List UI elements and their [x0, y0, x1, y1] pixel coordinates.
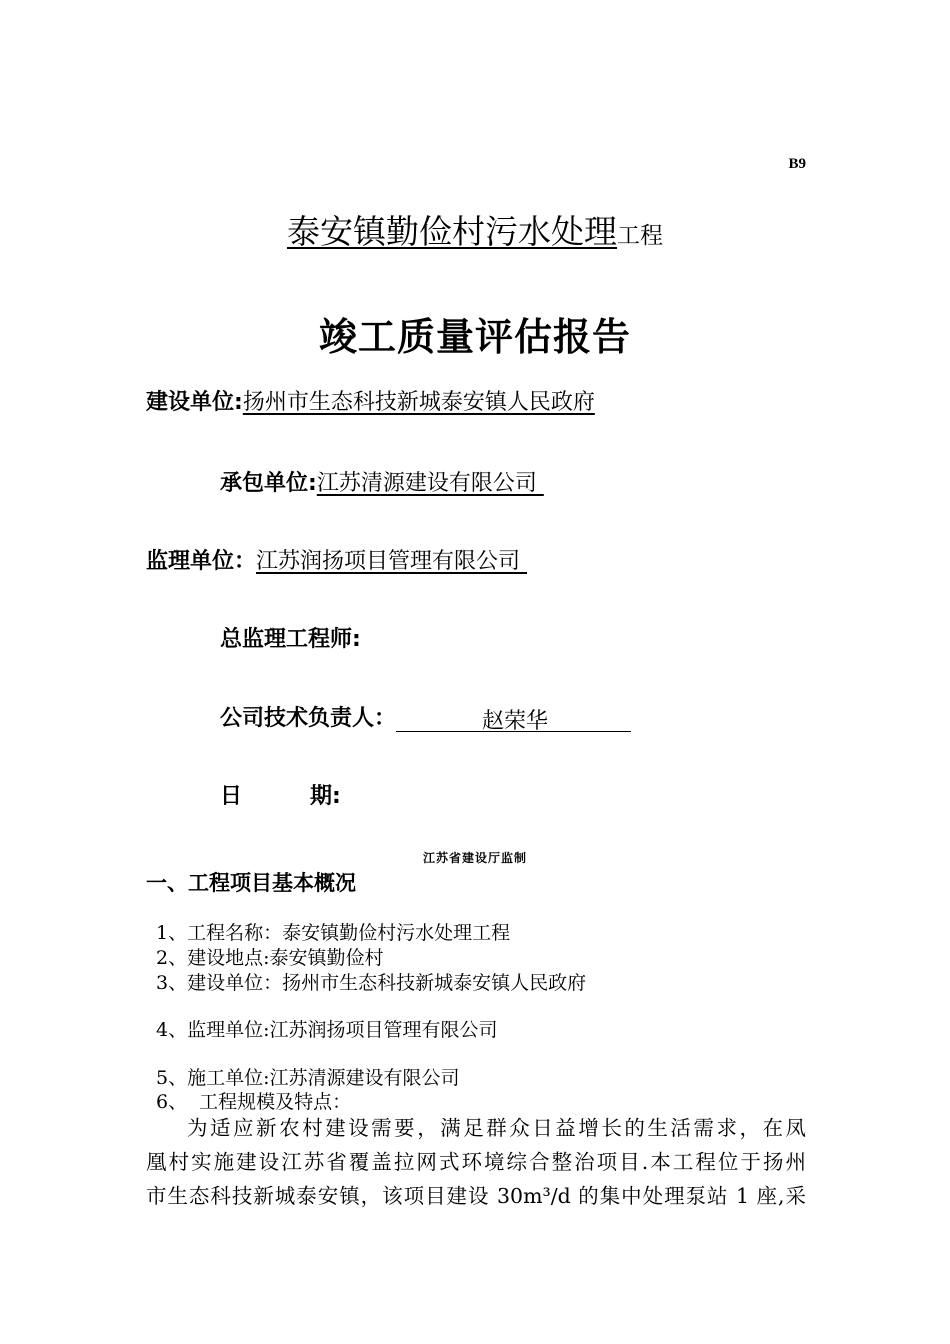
supervision-note: 江苏省建设厅监制	[422, 851, 527, 865]
document-code: B9	[788, 156, 806, 172]
date-label-second: 期:	[310, 784, 341, 809]
date-field	[220, 779, 341, 810]
tech-lead-value: 赵荣华	[482, 709, 549, 734]
list-item: 5、施工单位:江苏清源建设有限公司	[156, 1067, 460, 1089]
builder-value: 扬州市生态科技新城泰安镇人民政府	[242, 390, 595, 415]
tech-lead-label: 公司技术负责人：	[220, 706, 397, 731]
paragraph-line: 市生态科技新城泰安镇，该项目建设 30m³/d 的集中处理泵站 1 座,采	[146, 1184, 806, 1208]
section-heading: 一、工程项目基本概况	[146, 871, 356, 895]
tech-lead-field	[220, 701, 631, 732]
list-item: 2、建设地点:泰安镇勤俭村	[156, 947, 384, 969]
chief-engineer-field	[220, 622, 361, 653]
project-title-main: 泰安镇勤俭村污水处理	[287, 212, 617, 251]
builder-label: 建设单位:	[146, 390, 243, 415]
date-label-first: 日	[220, 784, 243, 809]
project-title-suffix: 工程	[617, 223, 663, 249]
paragraph-line: 为适应新农村建设需要，满足群众日益增长的生活需求，在凤	[187, 1116, 806, 1140]
contractor-field	[220, 466, 544, 497]
paragraph-line: 凰村实施建设江苏省覆盖拉网式环境综合整治项目.本工程位于扬州	[146, 1150, 806, 1174]
list-item: 3、建设单位：扬州市生态科技新城泰安镇人民政府	[156, 972, 587, 994]
supervisor-unit-value: 江苏润扬项目管理有限公司	[256, 549, 528, 574]
contractor-label: 承包单位:	[220, 471, 317, 496]
list-item: 4、监理单位:江苏润扬项目管理有限公司	[156, 1019, 498, 1041]
list-item: 1、工程名称：泰安镇勤俭村污水处理工程	[156, 922, 511, 944]
list-item: 6、 工程规模及特点：	[156, 1091, 352, 1113]
tech-lead-signature-line	[396, 707, 631, 732]
supervisor-unit-label: 监理单位：	[146, 549, 257, 574]
supervisor-unit-field	[146, 544, 527, 575]
report-title: 竣工质量评估报告	[318, 315, 631, 359]
scale-paragraph	[146, 1111, 806, 1213]
chief-engineer-label: 总监理工程师:	[220, 627, 361, 652]
project-title	[0, 206, 950, 253]
builder-field	[146, 385, 595, 416]
contractor-value: 江苏清源建设有限公司	[316, 471, 544, 496]
